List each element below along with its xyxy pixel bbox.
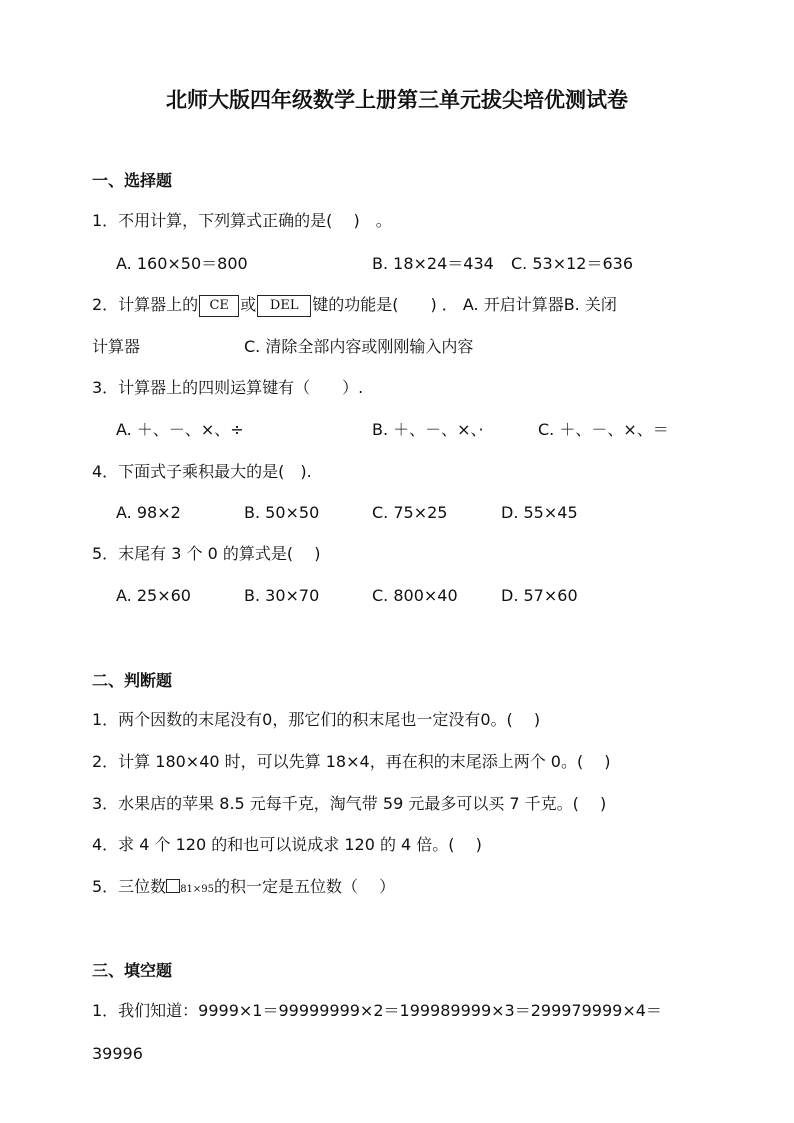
section-heading-text: 二、判断题 [92, 671, 173, 690]
section-heading-text: 一、选择题 [92, 171, 173, 190]
option-c: C. 清除全部内容或刚刚输入内容 [244, 337, 474, 356]
question-stem-post: 键的功能是( ) ． A. 开启计算器B. 关闭 [312, 295, 617, 314]
option-c: C. ＋、－、×、＝ [538, 420, 669, 439]
option-a: A. ＋、－、×、÷ [116, 420, 244, 439]
del-key: DEL [257, 295, 311, 317]
judge-stem: 2．计算 180×40 时，可以先算 18×4，再在积的末尾添上两个 0。( ) [92, 752, 611, 771]
question-stem-pre: 2．计算器上的 [92, 295, 199, 314]
option-a-cont: 计算器 [92, 337, 141, 356]
option-a: A. 98×2 [116, 503, 181, 522]
question-2-line [92, 294, 617, 317]
option-c: C. 800×40 [372, 586, 458, 605]
judge-5-line [92, 876, 395, 901]
ce-key: CE [199, 295, 239, 317]
option-d: D. 57×60 [501, 586, 578, 605]
fill-stem-cont: 39996 [92, 1044, 143, 1063]
judge-small-expr: 81×95 [180, 884, 215, 895]
option-c: C. 75×25 [372, 503, 448, 522]
option-d: D. 55×45 [501, 503, 578, 522]
option-b: B. 18×24＝434 [372, 254, 494, 273]
judge-stem: 1．两个因数的末尾没有0，那它们的积末尾也一定没有0。( ) [92, 710, 541, 729]
judge-stem: 3．水果店的苹果 8.5 元每千克，淘气带 59 元最多可以买 7 千克。( ) [92, 794, 607, 813]
option-b: B. 50×50 [244, 503, 320, 522]
option-a: A. 25×60 [116, 586, 191, 605]
fill-stem: 1．我们知道：9999×1＝99999999×2＝199989999×3＝299979999×4＝ [92, 1001, 662, 1020]
question-stem: 4．下面式子乘积最大的是( ). [92, 462, 312, 481]
section-heading-text: 三、填空题 [92, 961, 173, 980]
question-stem: 1．不用计算，下列算式正确的是( ) 。 [92, 211, 392, 230]
option-b: B. ＋、－、×、· [372, 420, 484, 439]
option-b: B. 30×70 [244, 586, 320, 605]
page-title: 北师大版四年级数学上册第三单元拔尖培优测试卷 [166, 87, 628, 112]
blank-box [166, 879, 180, 893]
option-a: A. 160×50＝800 [116, 254, 248, 273]
option-c: C. 53×12＝636 [511, 254, 634, 273]
question-stem: 3．计算器上的四则运算键有（ ）. [92, 378, 364, 397]
question-stem: 5．末尾有 3 个 0 的算式是( ) [92, 544, 321, 563]
judge-stem: 4．求 4 个 120 的和也可以说成求 120 的 4 倍。( ) [92, 835, 482, 854]
judge-stem-pre: 5．三位数 [92, 877, 167, 896]
question-stem-mid: 或 [240, 295, 257, 314]
judge-stem-post: 的积一定是五位数（ ） [214, 877, 396, 896]
